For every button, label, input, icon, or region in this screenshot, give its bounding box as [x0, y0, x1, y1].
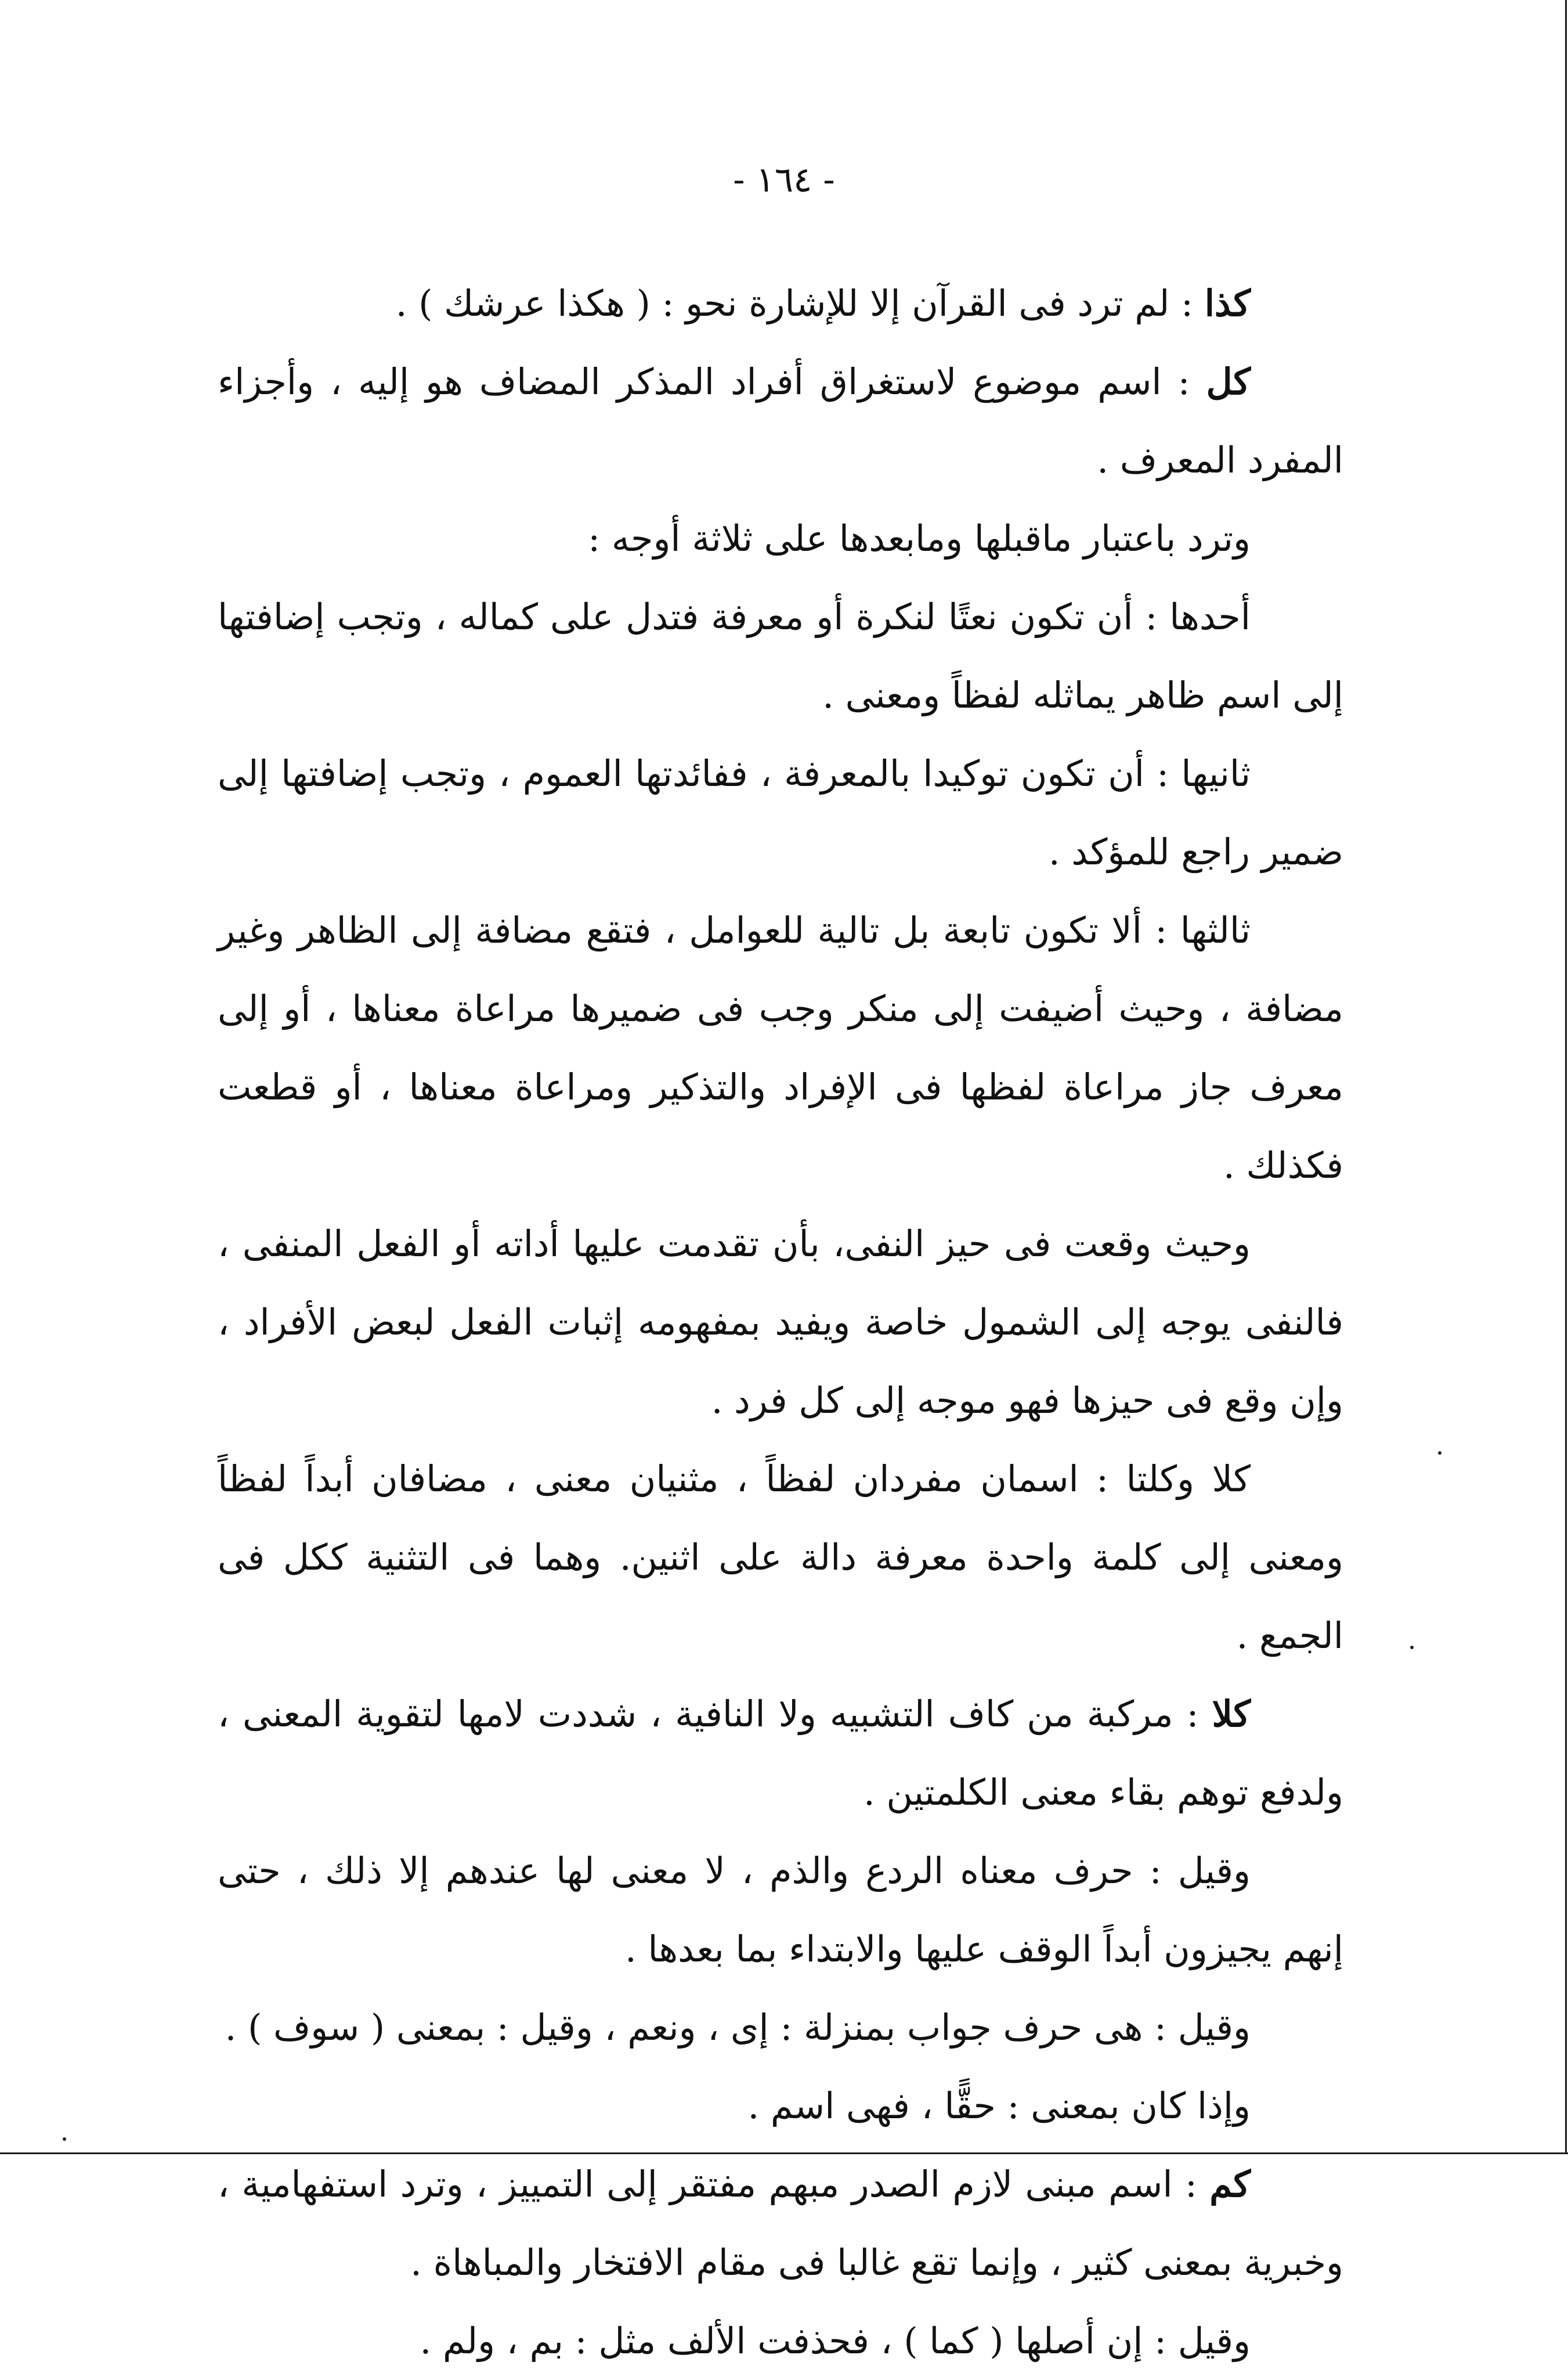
entry-text: وقيل : إن أصلها ( كما ) ، فحذفت الألف مثل : بم ، ولم .: [420, 2320, 1251, 2362]
paragraph-kull: [218, 342, 1343, 499]
entry-text: : مركبة من كاف التشبيه ولا النافية ، شددت لامها لتقوية المعنى ، ولدفع توهم بقاء معنى الكلمتين .: [218, 1693, 1343, 1813]
scan-speck: [63, 2137, 66, 2141]
entry-text: كلا وكلتا : اسمان مفردان لفظاً ، مثنيان معنى ، مضافان أبداً لفظاً ومعنى إلى كلمة واحدة معرفة دالة على اثنين. وهما فى التثنية ككل فى الجمع .: [218, 1458, 1343, 1657]
paragraph-kalla-deterrence: [218, 1831, 1343, 1988]
entry-text: : اسم موضوع لاستغراق أفراد المذكر المضاف هو إليه ، وأجزاء المفرد المعرف .: [218, 360, 1343, 481]
entry-text: : اسم مبنى لازم الصدر مبهم مفتقر إلى التمييز ، وترد استفهامية ، وخبرية بمعنى كثير ، وإنما تقع غالبا فى مقام الافتخار والمباهاة .: [218, 2163, 1343, 2284]
body-text: [218, 264, 1343, 2380]
entry-text: ثالثها : ألا تكون تابعة بل تالية للعوامل ، فتقع مضافة إلى الظاهر وغير مضافة ، وحيث أضيفت إلى منكر وجب فى ضميرها مراعاة معناها ، أو إلى معرف جاز مراعاة لفظها فى الإفراد والتذكير ومراعاة معناها ، أو قطعت فكذلك .: [218, 909, 1343, 1187]
entry-text: ثانيها : أن تكون توكيدا بالمعرفة ، ففائدتها العموم ، وتجب إضافتها إلى ضمير راجع للمؤكد .: [218, 752, 1343, 873]
entry-text: وإذا كان بمعنى : حقًّا ، فهى اسم .: [747, 2085, 1251, 2127]
paragraph-third-aspect: [218, 891, 1343, 1205]
page-border-right: [1565, 0, 1567, 2154]
entry-term: كلا: [1212, 1693, 1251, 1735]
paragraph-second-aspect: [218, 734, 1343, 891]
page-number: - ١٦٤ -: [733, 160, 835, 200]
entry-term: كذا: [1204, 282, 1251, 324]
paragraph-first-aspect: [218, 578, 1343, 734]
paragraph-kam-origin: [218, 2302, 1343, 2380]
entry-text: أحدها : أن تكون نعتًا لنكرة أو معرفة فتدل على كماله ، وتجب إضافتها إلى اسم ظاهر يماثله لفظاً ومعنى .: [218, 596, 1343, 716]
entry-text: وحيث وقعت فى حيز النفى، بأن تقدمت عليها أداته أو الفعل المنفى ، فالنفى يوجه إلى الشمول خاصة ويفيد بمفهومه إثبات الفعل لبعض الأفراد ، وإن وقع فى حيزها فهو موجه إلى كل فرد .: [218, 1223, 1343, 1422]
entry-text: : لم ترد فى القرآن إلا للإشارة نحو : ( هكذا عرشك ) .: [395, 282, 1205, 324]
paragraph-kalla-haqqan: [218, 2067, 1343, 2145]
entry-term: كم: [1209, 2163, 1251, 2205]
paragraph-kam: [218, 2145, 1343, 2302]
paragraph-three-aspects: [218, 499, 1343, 578]
paragraph-kalla-answer: [218, 1988, 1343, 2067]
entry-text: وقيل : حرف معناه الردع والذم ، لا معنى لها عندهم إلا ذلك ، حتى إنهم يجيزون أبداً الوقف عليها والابتداء بما بعدها .: [218, 1849, 1343, 1970]
scan-speck: [1438, 1451, 1441, 1455]
entry-term: كل: [1206, 360, 1251, 403]
paragraph-negation: [218, 1205, 1343, 1440]
paragraph-kila-kilta: [218, 1440, 1343, 1675]
paragraph-kadha: [218, 264, 1343, 342]
paragraph-kalla: [218, 1675, 1343, 1831]
scan-speck: [1410, 1646, 1414, 1649]
entry-text: وترد باعتبار ماقبلها ومابعدها على ثلاثة أوجه :: [588, 517, 1251, 560]
entry-text: وقيل : هى حرف جواب بمنزلة : إى ، ونعم ، وقيل : بمعنى ( سوف ) .: [225, 2006, 1251, 2049]
